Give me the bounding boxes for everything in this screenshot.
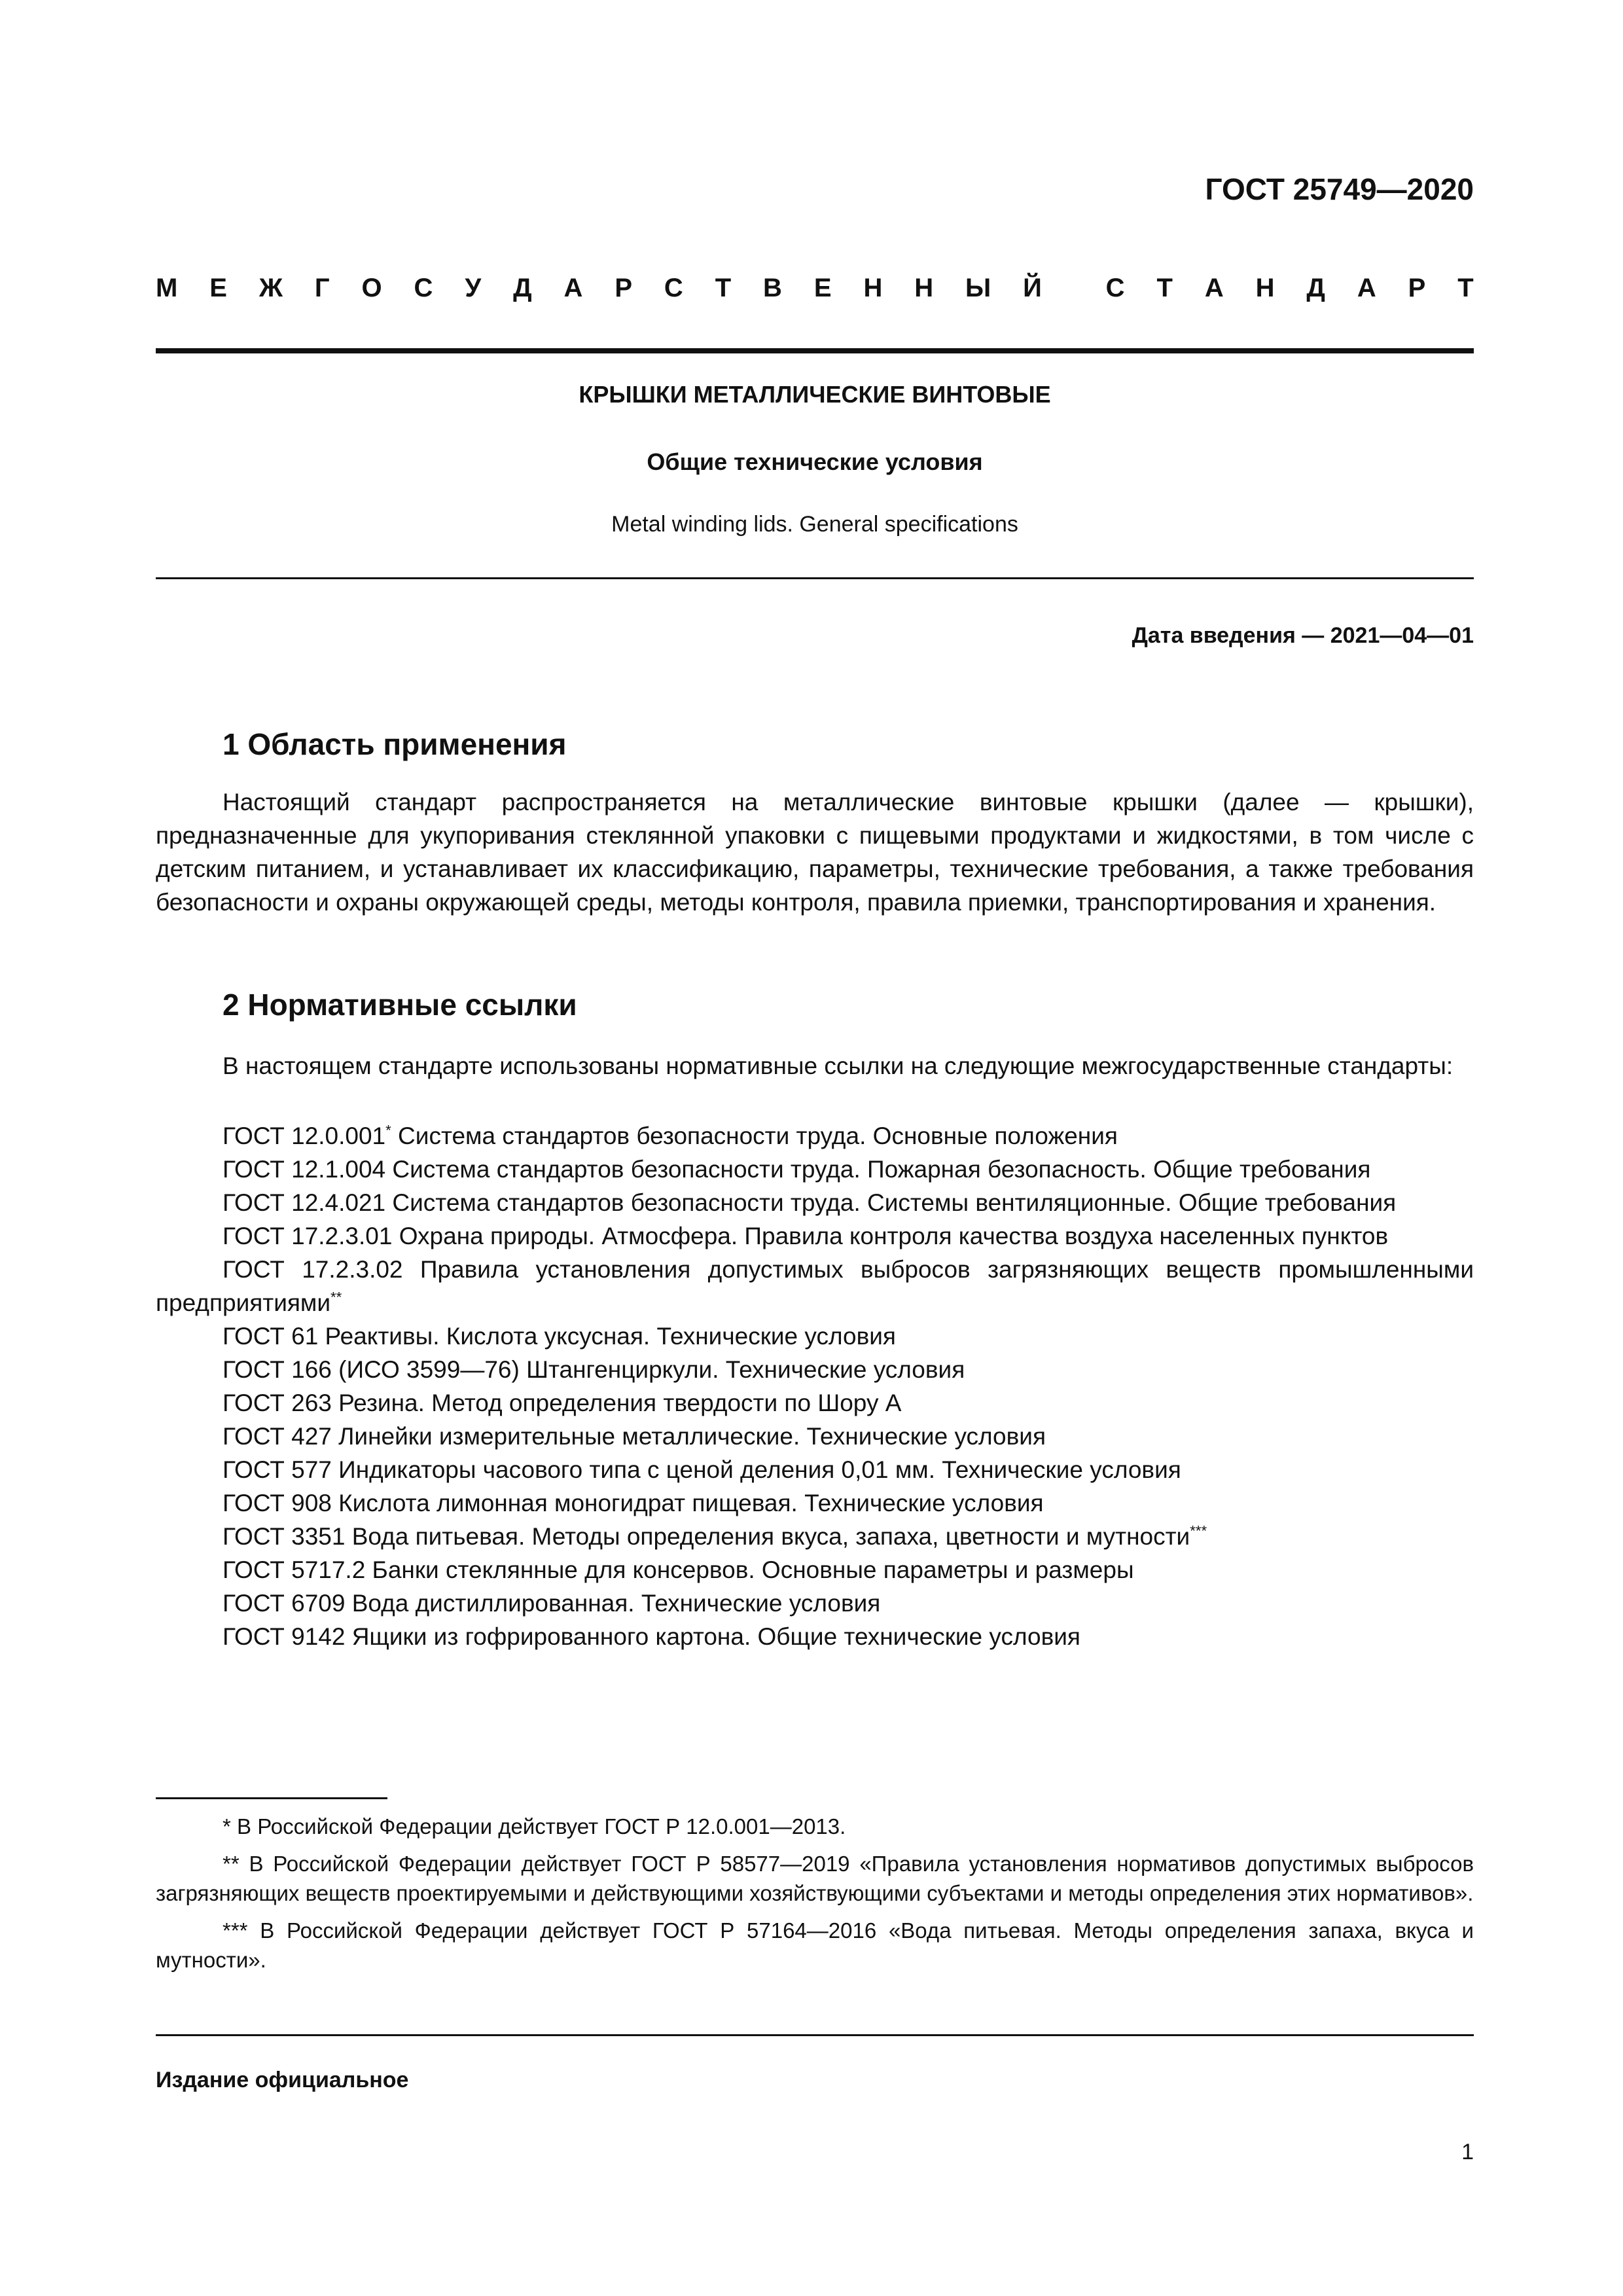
- official-edition-label: Издание официальное: [156, 2068, 409, 2092]
- banner-letter: Т: [715, 274, 732, 302]
- reference-item: ГОСТ 6709 Вода дистиллированная. Технические условия: [223, 1590, 881, 1617]
- standard-number: ГОСТ 25749—2020: [1205, 172, 1474, 206]
- banner-letter: М: [156, 274, 178, 302]
- reference-item: ГОСТ 9142 Ящики из гофрированного картона. Общие технические условия: [223, 1623, 1080, 1650]
- section-heading-scope: 1 Область применения: [223, 727, 567, 761]
- footnote: ** В Российской Федерации действует ГОСТ Р 58577—2019 «Правила установления нормативов допустимых выбросов загрязняющих веществ проектируемыми и действующими хозяйствующими субъектами и методы определения этих нормативов».: [156, 1852, 1474, 1905]
- footnote-marker: ***: [1190, 1522, 1207, 1539]
- banner-letter: Н: [914, 274, 934, 302]
- footnote: *** В Российской Федерации действует ГОСТ Р 57164—2016 «Вода питьевая. Методы определения запаха, вкуса и мутности».: [156, 1918, 1474, 1972]
- banner-letter: Ж: [259, 274, 283, 302]
- reference-item: ГОСТ 61 Реактивы. Кислота уксусная. Технические условия: [223, 1323, 896, 1350]
- reference-item: ГОСТ 908 Кислота лимонная моногидрат пищевая. Технические условия: [223, 1490, 1044, 1516]
- section-heading-references: 2 Нормативные ссылки: [223, 988, 577, 1022]
- reference-item: ГОСТ 3351 Вода питьевая. Методы определения вкуса, запаха, цветности и мутности***: [223, 1522, 1207, 1550]
- page-number: 1: [1461, 2140, 1474, 2164]
- banner-letter: Н: [1255, 274, 1275, 302]
- reference-item: ГОСТ 17.2.3.02 Правила установления допустимых выбросов загрязняющих веществ промышленными предприятиями**: [156, 1256, 1474, 1316]
- banner-letter: В: [763, 274, 782, 302]
- banner-letter: Р: [615, 274, 632, 302]
- scope-paragraph: Настоящий стандарт распространяется на металлические винтовые крышки (далее — крышки), предназначенные для укупоривания стеклянной упаковки с пищевыми продуктами и жидкостями, в том числе с детским питанием, и устанавливает их классификацию, параметры, технические требования, а также требования безопасности и охраны окружающей среды, методы контроля, правила приемки, транспортирования и хранения.: [156, 789, 1474, 916]
- reference-item: ГОСТ 427 Линейки измерительные металлические. Технические условия: [223, 1423, 1046, 1450]
- footer-divider: [156, 2034, 1474, 2036]
- footnote-mark: ***: [223, 1918, 248, 1943]
- banner-letter: С: [414, 274, 433, 302]
- reference-item: ГОСТ 577 Индикаторы часового типа с ценой деления 0,01 мм. Технические условия: [223, 1456, 1181, 1483]
- reference-item: ГОСТ 12.0.001* Система стандартов безопасности труда. Основные положения: [223, 1122, 1118, 1149]
- banner-letter: А: [1357, 274, 1376, 302]
- references-list: [156, 1119, 1474, 1653]
- reference-item: ГОСТ 166 (ИСО 3599—76) Штангенциркули. Технические условия: [223, 1356, 965, 1383]
- banner-letter: А: [1204, 274, 1224, 302]
- footnote-divider: [156, 1797, 387, 1799]
- reference-item: ГОСТ 263 Резина. Метод определения твердости по Шору А: [223, 1390, 902, 1416]
- banner-letter: Д: [513, 274, 532, 302]
- footnote: * В Российской Федерации действует ГОСТ Р 12.0.001—2013.: [223, 1814, 846, 1839]
- footnote-mark: **: [223, 1852, 240, 1876]
- document-subtitle: Общие технические условия: [647, 448, 983, 475]
- interstate-standard-banner: [156, 274, 1474, 303]
- document-title: КРЫШКИ МЕТАЛЛИЧЕСКИЕ ВИНТОВЫЕ: [579, 381, 1051, 408]
- references-intro: В настоящем стандарте использованы нормативные ссылки на следующие межгосударственные стандарты:: [223, 1052, 1454, 1079]
- footnote-marker: **: [330, 1289, 342, 1306]
- banner-letter: Е: [209, 274, 227, 302]
- reference-item: ГОСТ 12.1.004 Система стандартов безопасности труда. Пожарная безопасность. Общие требования: [223, 1156, 1371, 1183]
- banner-letter: Т: [1156, 274, 1173, 302]
- introduction-date: Дата введения — 2021—04—01: [1132, 623, 1474, 648]
- banner-letter: О: [361, 274, 382, 302]
- footnote-marker: *: [385, 1122, 391, 1139]
- banner-letter: А: [563, 274, 583, 302]
- banner-letter: Р: [1408, 274, 1426, 302]
- banner-letter: С: [664, 274, 683, 302]
- banner-letter: С: [1105, 274, 1125, 302]
- reference-item: ГОСТ 12.4.021 Система стандартов безопасности труда. Системы вентиляционные. Общие требования: [223, 1189, 1397, 1216]
- banner-letter: У: [465, 274, 482, 302]
- banner-letter: Ы: [965, 274, 991, 302]
- banner-letter: Е: [813, 274, 832, 302]
- footnote-mark: *: [223, 1814, 231, 1839]
- banner-letter: Д: [1306, 274, 1325, 302]
- reference-item: ГОСТ 17.2.3.01 Охрана природы. Атмосфера. Правила контроля качества воздуха населенных пунктов: [223, 1223, 1389, 1249]
- banner-letter: Й: [1023, 274, 1042, 302]
- footnotes: [156, 1812, 1474, 1982]
- banner-letter: Т: [1457, 274, 1474, 302]
- header-divider: [156, 348, 1474, 353]
- banner-letter: Н: [863, 274, 883, 302]
- english-title: Metal winding lids. General specifications: [611, 512, 1018, 537]
- title-divider: [156, 577, 1474, 579]
- banner-letter: Г: [314, 274, 330, 302]
- reference-item: ГОСТ 5717.2 Банки стеклянные для консервов. Основные параметры и размеры: [223, 1556, 1134, 1583]
